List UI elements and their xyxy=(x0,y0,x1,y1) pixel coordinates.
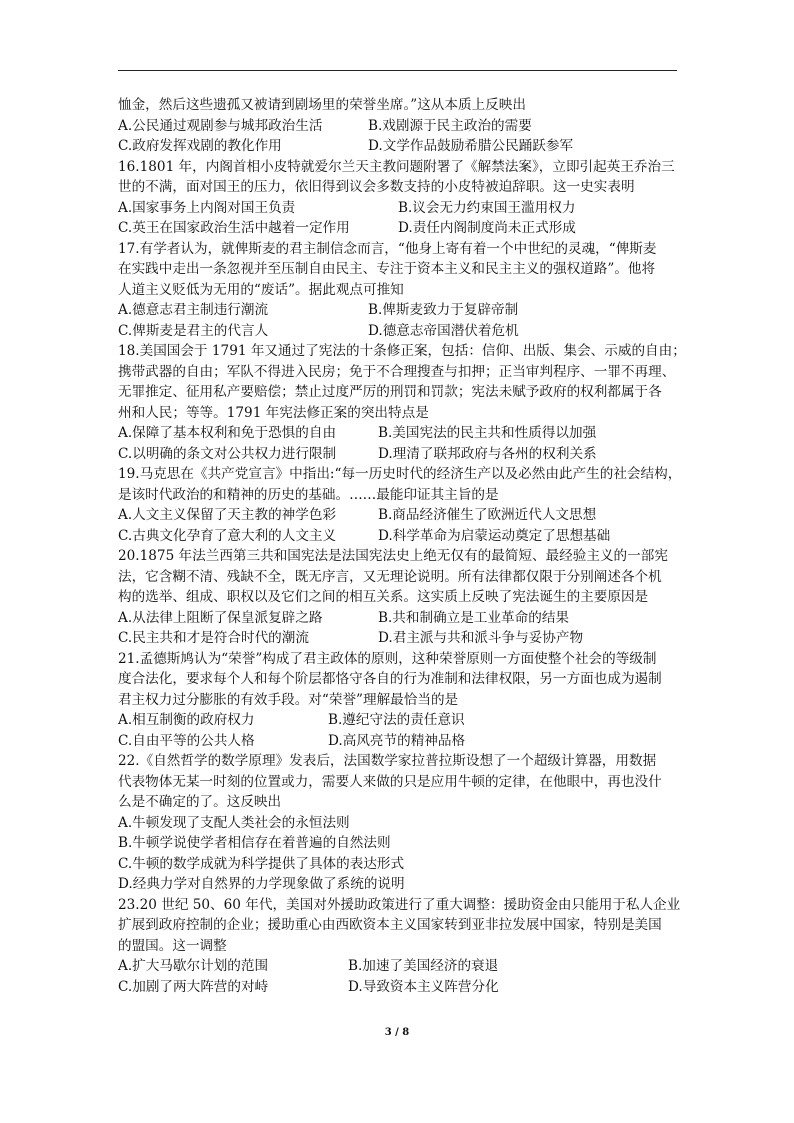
question-stem-line: 人道主义贬低为无用的“废话”。据此观点可推知 xyxy=(118,281,404,298)
option-d: D.德意志帝国潜伏着危机 xyxy=(368,322,519,339)
question-stem-line: 16.1801 年，内阁首相小皮特就爱尔兰天主教问题附署了《解禁法案》，立即引起英王乔治三 xyxy=(118,158,675,175)
option-row xyxy=(118,136,680,157)
question-stem-line: 20.1875 年法兰西第三共和国宪法是法国宪法史上绝无仅有的最简短、最经验主义的一部宪 xyxy=(118,548,668,564)
option-a: A.公民通过观剧参与城邦政治生活 xyxy=(118,117,323,134)
option-d: D.君主派与共和派斗争与妥协产物 xyxy=(378,630,584,646)
option-row xyxy=(118,731,680,752)
option-c: C.政府发挥戏剧的教化作用 xyxy=(118,138,282,154)
question-stem-line: 度合法化，要求每个人和每个阶层都恪守各自的行为准制和法律权限，另一方面也成为遏制 xyxy=(118,671,662,687)
option-row xyxy=(118,977,680,998)
option-row xyxy=(118,321,680,342)
option-c: C.自由平等的公共人格 xyxy=(118,732,255,749)
option-row xyxy=(118,505,680,526)
question-20 xyxy=(118,546,680,649)
question-stem-line: 22.《自然哲学的数学原理》发表后，法国数学家拉普拉斯设想了一个超级计算器，用数据 xyxy=(118,753,657,769)
option-b: B.俾斯麦致力于复辟帝制 xyxy=(368,302,519,318)
option-d: D.责任内阁制度尚未正式形成 xyxy=(398,220,576,236)
option-row xyxy=(118,608,680,629)
question-stem-line: 无罪推定、征用私产要赔偿；禁止过度严厉的刑罚和罚款；宪法未赋予政府的权利都属于各 xyxy=(118,384,662,400)
option-b: B.遵纪守法的责任意识 xyxy=(328,712,465,728)
option-b: B.戏剧源于民主政治的需要 xyxy=(368,117,532,134)
option-row xyxy=(118,628,680,649)
question-15-continuation xyxy=(118,95,680,157)
option-a: A.国家事务上内阁对国王负责 xyxy=(118,199,296,216)
question-stem-line: 19.马克思在《共产党宣言》中指出:“每一历史时代的经济生产以及必然由此产生的社会结构， xyxy=(118,466,682,482)
question-17 xyxy=(118,239,680,342)
question-stem-line: 21.孟德斯鸠认为“荣誉”构成了君主政体的原则，这种荣誉原则一方面使整个社会的等级制 xyxy=(118,650,657,667)
option-d: D.文学作品鼓励希腊公民踊跃参军 xyxy=(368,138,574,154)
question-stem-line: 是该时代政治的和精神的历史的基础。……最能印证其主旨的是 xyxy=(118,486,499,503)
option-a: A.扩大马歇尔计划的范围 xyxy=(118,958,269,974)
page-number: 3 / 8 xyxy=(384,1027,410,1038)
option-b: B.美国宪法的民主共和性质得以加强 xyxy=(378,425,597,441)
option-c: C.牛顿的数学成就为科学提供了具体的表达形式 xyxy=(118,855,405,872)
question-stem-line: 构的选举、组成、职权以及它们之间的相互关系。这实质上反映了宪法诞生的主要原因是 xyxy=(118,589,649,605)
option-c: C.民主共和才是符合时代的潮流 xyxy=(118,630,309,646)
option-a: A.相互制衡的政府权力 xyxy=(118,712,255,728)
option-b: B.议会无力约束国王滥用权力 xyxy=(398,199,576,216)
question-list xyxy=(118,95,686,997)
option-a: A.德意志君主制违行潮流 xyxy=(118,302,269,318)
option-row xyxy=(118,198,680,219)
option-a: A.保障了基本权利和免于恐惧的自由 xyxy=(118,425,337,441)
header-rule xyxy=(118,70,677,71)
option-b: B.共和制确立是工业革命的结果 xyxy=(378,609,570,626)
option-d: D.经典力学对自然界的力学现象做了系统的说明 xyxy=(118,876,405,892)
question-stem-line: 君主权力过分膨胀的有效手段。对“荣誉”理解最恰当的是 xyxy=(118,691,459,708)
question-23 xyxy=(118,895,680,998)
question-22 xyxy=(118,751,680,895)
option-c: C.古典文化孕育了意大利的人文主义 xyxy=(118,527,337,544)
question-stem-line: 世的不满，面对国王的压力，依旧得到议会多数支持的小皮特被迫辞职。这一史实表明 xyxy=(118,179,635,195)
option-a: A.牛顿发现了支配人类社会的永恒法则 xyxy=(118,814,350,831)
option-c: C.以明确的条文对公共权力进行限制 xyxy=(118,445,337,462)
question-stem-line: 法，它含糊不清、残缺不全，既无序言，又无理论说明。所有法律都仅限于分别阐述各个机 xyxy=(118,568,662,585)
option-row xyxy=(118,444,680,465)
option-c: C.俾斯麦是君主的代言人 xyxy=(118,322,269,339)
option-b: B.加速了美国经济的衰退 xyxy=(348,958,499,974)
question-18 xyxy=(118,341,686,464)
question-stem-line: 在实践中走出一条忽视并至压制自由民主、专注于资本主义和民主主义的强权道路”。他将 xyxy=(118,261,656,277)
option-c: C.英王在国家政治生活中越着一定作用 xyxy=(118,220,350,236)
option-a: A.从法律上阻断了保皇派复辟之路 xyxy=(118,609,323,626)
option-c: C.加剧了两大阵营的对峙 xyxy=(118,978,269,995)
question-stem-line: 扩展到政府控制的企业；援助重心由西欧资本主义国家转到亚非拉发展中国家，特别是美国 xyxy=(118,917,662,933)
option-d: D.高风亮节的精神品格 xyxy=(328,732,466,749)
option-row xyxy=(118,116,680,137)
question-stem-line: 代表物体无某一时刻的位置或力，需要人来做的只是应用牛顿的定律，在他眼中，再也没什 xyxy=(118,773,662,790)
option-a: A.人文主义保留了天主教的神学色彩 xyxy=(118,507,337,523)
question-stem-line: 么是不确定的了。这反映出 xyxy=(118,794,282,810)
option-b: B.牛顿学说使学者相信存在着普遍的自然法则 xyxy=(118,835,391,851)
option-d: D.理清了联邦政府与各州的权利关系 xyxy=(378,445,597,462)
option-row xyxy=(118,526,680,547)
question-stem-line: 17.有学者认为，就俾斯麦的君主制信念而言，“他身上寄有着一个中世纪的灵魂，“俾斯麦 xyxy=(118,240,657,257)
option-row xyxy=(118,956,680,977)
question-stem-line: 18.美国国会于 1791 年又通过了宪法的十条修正案，包括：信仰、出版、集会、示威的自由； xyxy=(118,343,686,359)
question-stem-line: 的盟国。这一调整 xyxy=(118,937,227,954)
question-19 xyxy=(118,464,680,546)
option-d: D.科学革命为启蒙运动奠定了思想基础 xyxy=(378,527,611,544)
option-d: D.导致资本主义阵营分化 xyxy=(348,978,499,995)
question-stem-line: 恤金，然后这些遗孤又被请到剧场里的荣誉坐席。”这从本质上反映出 xyxy=(118,97,526,113)
option-row xyxy=(118,300,680,321)
question-stem-line: 州和人民；等等。1791 年宪法修正案的突出特点是 xyxy=(118,404,429,421)
option-row xyxy=(118,423,680,444)
question-stem-line: 23.20 世纪 50、60 年代，美国对外援助政策进行了重大调整：援助资金由只能用于私人企业 xyxy=(118,896,681,913)
option-b: B.商品经济催生了欧洲近代人文思想 xyxy=(378,507,597,523)
option-row xyxy=(118,218,680,239)
question-21 xyxy=(118,649,680,752)
question-16 xyxy=(118,157,680,239)
option-row xyxy=(118,710,680,731)
question-stem-line: 携带武器的自由；军队不得进入民房；免于不合理搜查与扣押；正当审判程序、一罪不再理、 xyxy=(118,363,676,380)
